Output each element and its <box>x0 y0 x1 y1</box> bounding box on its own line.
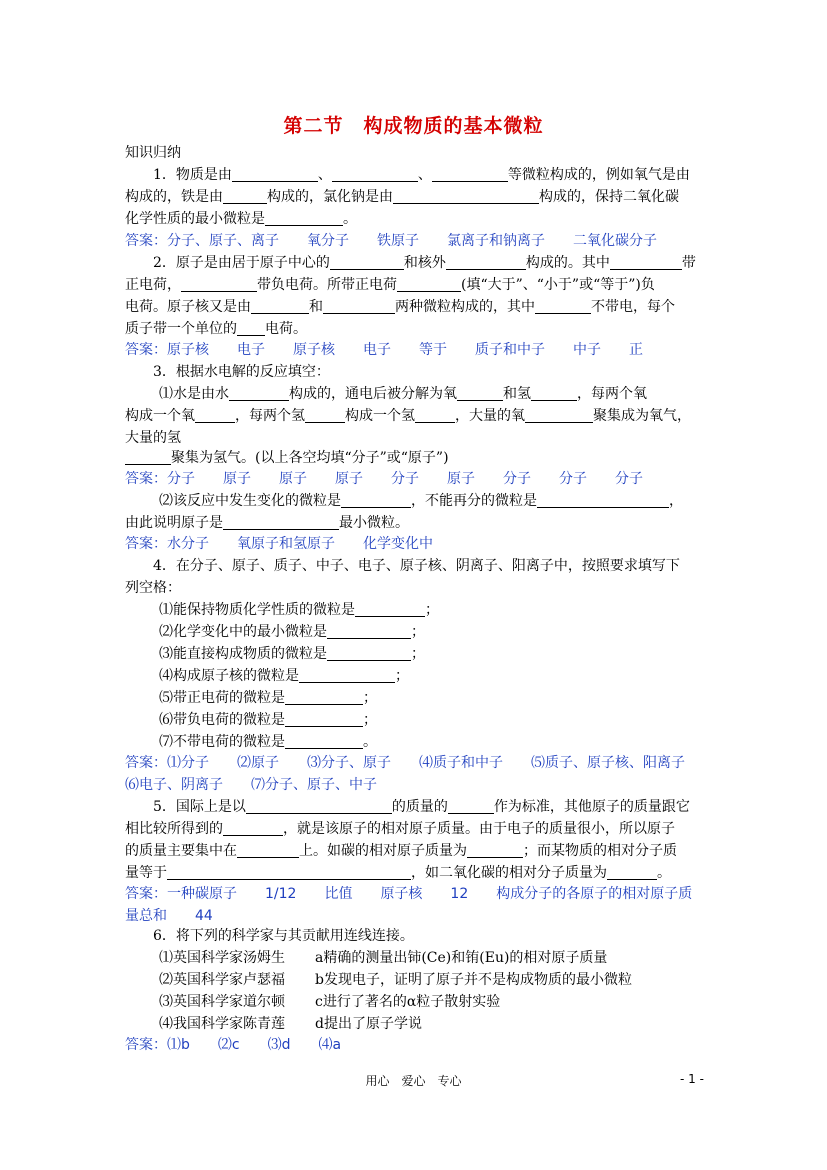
contribution-b: b发现电子，证明了原子并不是构成物质的最小微粒 <box>315 972 632 988</box>
contribution-c: c进行了著名的α粒子散射实验 <box>315 994 501 1010</box>
question-2-line-2: 正电荷， 带负电荷。所带正电荷 (填“大于”、“小于”或“等于”)负 <box>125 277 655 293</box>
question-5-line-1: 5．国际上是以 的质量的 作为标准，其他原子的质量跟它 <box>153 799 690 815</box>
question-3-1-line-2: 构成一个氧 ，每两个氢 构成一个氢 ，大量的氧 聚集成为氧气， <box>125 408 691 424</box>
question-4-item-2: ⑵化学变化中的最小微粒是 ； <box>159 624 425 640</box>
answer-6: 答案：⑴b ⑵c ⑶d ⑷a <box>125 1037 342 1053</box>
question-6-row-1 <box>159 948 607 968</box>
answer-4-line-1: 答案：⑴分子 ⑵原子 ⑶分子、原子 ⑷质子和中子 ⑸质子、原子核、阳离子 <box>125 755 685 771</box>
question-2-line-3: 电荷。原子核又是由 和 两种微粒构成的，其中 不带电，每个 <box>125 299 675 315</box>
answer-5-line-2: 量总和 44 <box>125 908 213 924</box>
answer-3-1: 答案：分子 原子 原子 原子 分子 原子 分子 分子 分子 <box>125 471 643 487</box>
answer-3-2: 答案：水分子 氧原子和氢原子 化学变化中 <box>125 536 433 552</box>
answer-1: 答案：分子、原子、离子 氧分子 铁原子 氯离子和钠离子 二氧化碳分子 <box>125 233 657 249</box>
scientist-4: ⑷我国科学家陈青莲 <box>159 1016 285 1032</box>
question-5-line-4: 量等于 ，如二氧化碳的相对分子质量为 。 <box>125 865 671 881</box>
question-4-line-2: 列空格： <box>125 580 181 596</box>
question-2-line-1: 2．原子是由居于原子中心的 和核外 构成的。其中 带 <box>153 255 696 271</box>
question-4-item-4: ⑷构成原子核的微粒是 ； <box>159 668 409 684</box>
question-4-item-7: ⑺不带电荷的微粒是 。 <box>159 734 377 750</box>
question-1-line-2: 构成的，铁是由 构成的，氯化钠是由 构成的，保持二氧化碳 <box>125 189 679 205</box>
answer-5-line-1: 答案：一种碳原子 1/12 比值 原子核 12 构成分子的各原子的相对原子质 <box>125 886 693 902</box>
section-label: 知识归纳 <box>125 145 181 161</box>
question-4-item-6: ⑹带负电荷的微粒是 ； <box>159 712 377 728</box>
page-footer: 用心 爱心 专心 <box>365 1074 462 1088</box>
contribution-a: a精确的测量出铈(Ce)和铕(Eu)的相对原子质量 <box>315 950 608 966</box>
page-title: 第二节 构成物质的基本微粒 <box>283 115 544 137</box>
question-4-item-5: ⑸带正电荷的微粒是 ； <box>159 690 377 706</box>
question-4-item-3: ⑶能直接构成物质的微粒是 ； <box>159 646 425 662</box>
question-3-2-line-2: 由此说明原子是 最小微粒。 <box>125 515 409 531</box>
scientist-1: ⑴英国科学家汤姆生 <box>159 950 285 966</box>
question-3-1-line-1: ⑴水是由水 构成的，通电后被分解为氧 和氢 ，每两个氧 <box>159 386 647 402</box>
question-3-1-line-4: 聚集为氢气。(以上各空均填“分子”或“原子”) <box>125 448 449 468</box>
question-1-line-3: 化学性质的最小微粒是 。 <box>125 211 357 227</box>
question-6-row-3 <box>159 992 500 1012</box>
question-6-row-2 <box>159 970 632 990</box>
question-1-line-1: 1．物质是由 、 、 等微粒构成的，例如氧气是由 <box>153 167 690 183</box>
question-3-intro: 3．根据水电解的反应填空： <box>153 364 330 380</box>
scientist-2: ⑵英国科学家卢瑟福 <box>159 972 285 988</box>
scientist-3: ⑶英国科学家道尔顿 <box>159 994 285 1010</box>
question-3-2-line-1: ⑵该反应中发生变化的微粒是 ，不能再分的微粒是 ， <box>159 493 683 509</box>
question-4-item-1: ⑴能保持物质化学性质的微粒是 ； <box>159 602 439 618</box>
page-number: - 1 - <box>680 1072 704 1086</box>
question-6-intro: 6．将下列的科学家与其贡献用连线连接。 <box>153 928 414 944</box>
question-6-row-4 <box>159 1014 422 1034</box>
question-2-line-4: 质子带一个单位的 电荷。 <box>125 321 307 337</box>
question-5-line-2: 相比较所得到的 ，就是该原子的相对原子质量。由于电子的质量很小，所以原子 <box>125 821 675 837</box>
question-4-line-1: 4．在分子、原子、质子、中子、电子、原子核、阴离子、阳离子中，按照要求填写下 <box>153 558 680 574</box>
answer-4-line-2: ⑹电子、阴离子 ⑺分子、原子、中子 <box>125 777 377 793</box>
question-3-1-line-3: 大量的氢 <box>125 430 181 446</box>
question-5-line-3: 的质量主要集中在 上。如碳的相对原子质量为 ；而某物质的相对分子质 <box>125 843 677 859</box>
answer-2: 答案：原子核 电子 原子核 电子 等于 质子和中子 中子 正 <box>125 342 643 358</box>
contribution-d: d提出了原子学说 <box>315 1016 422 1032</box>
